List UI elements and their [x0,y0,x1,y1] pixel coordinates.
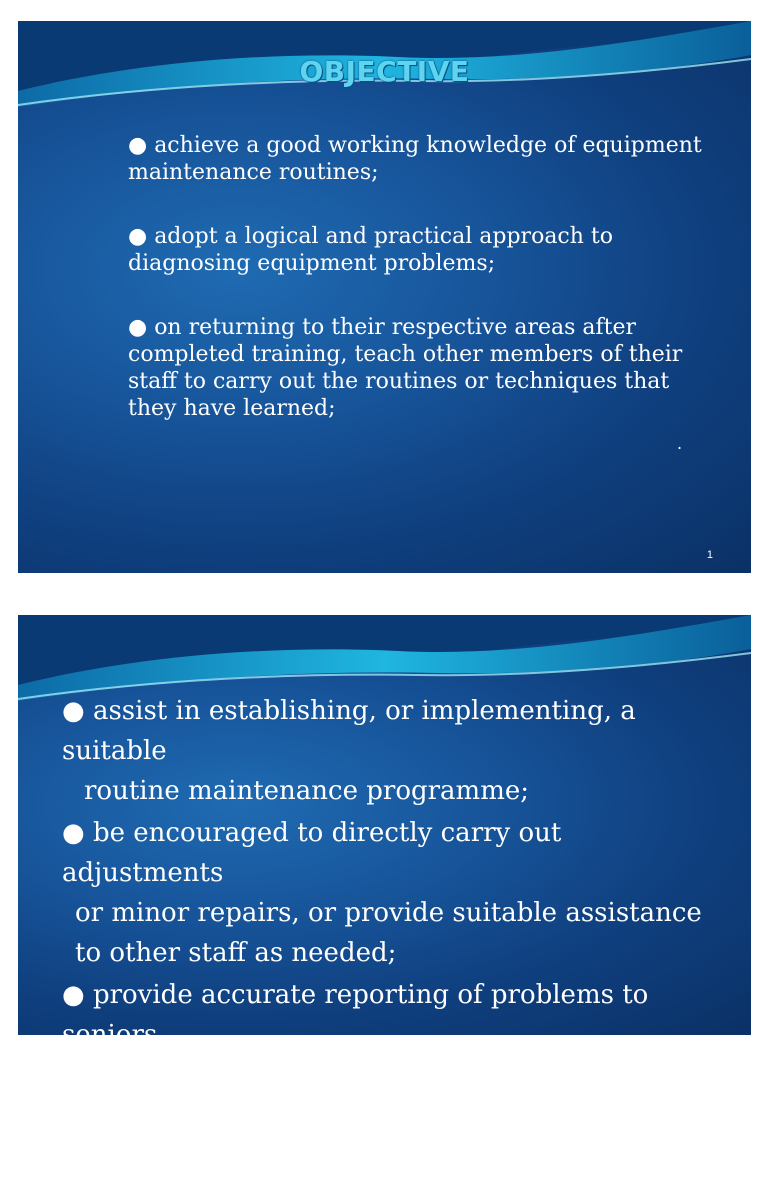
slide-2 [18,615,751,1172]
list-item: ● achieve a good working knowledge of equipment maintenance routines; [128,133,702,185]
objective-list [128,132,708,459]
list-item [62,1097,722,1177]
list-item [62,813,722,973]
list-item: ● on returning to their respective areas after completed training, teach other members of their staff to carry out the routines or techniques that they have learned; [128,315,683,421]
list-item-first-line: ● assist in establishing, or implementing, a suitable [62,696,636,766]
list-item [62,691,722,811]
list-item-first-line: ● provide accurate reporting of problems to seniors [62,980,649,1050]
page-number: 1 [706,549,713,561]
stray-dot: . [677,434,683,453]
slide-1 [18,21,751,573]
list-item-continuation: or service engineers; [84,1060,362,1090]
list-item: ● adopt a logical and practical approach to diagnosing equipment problems; [128,224,613,276]
slide-title: OBJECTIVE [299,55,470,88]
list-item [62,975,722,1095]
list-item-first-line: ● be encouraged to directly carry out adjustments [62,818,562,888]
list-item-continuation: routine maintenance programme; [84,776,529,806]
list-item-first-line: ● assist in establishing criteria for equipment [62,1102,670,1132]
list-item-continuation: or minor repairs, or provide suitable assistance to other staff as needed; [75,898,702,968]
list-item-continuation: replacement, where it is not cost effective to [84,1142,674,1172]
responsibility-list [62,691,722,1179]
